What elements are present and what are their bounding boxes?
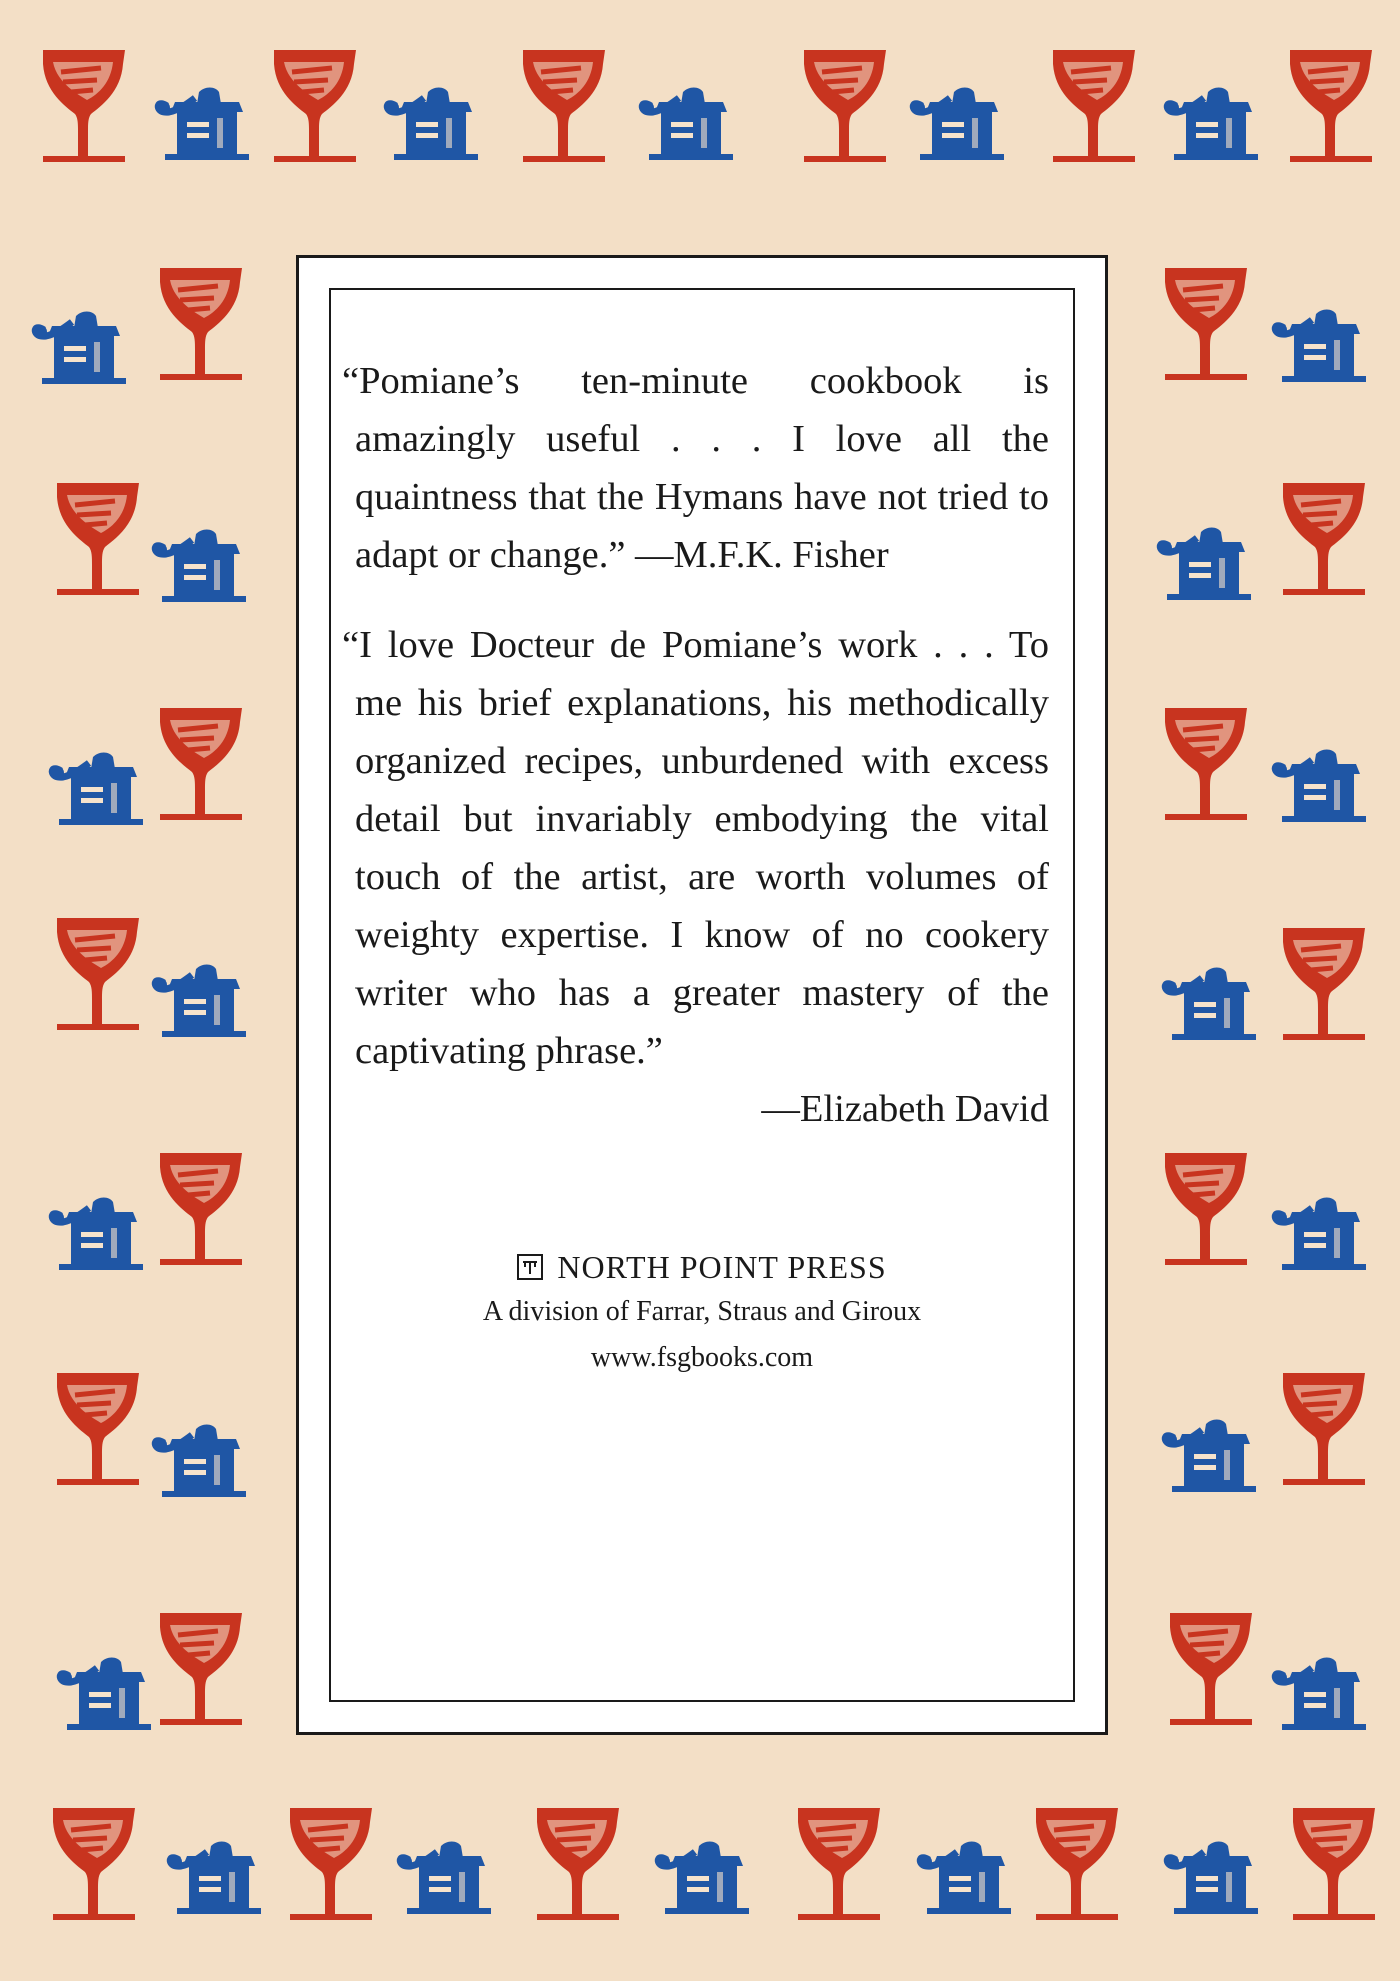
coffee-grinder-icon xyxy=(58,1658,151,1731)
quote-panel-inner-rule xyxy=(329,288,1075,1702)
wine-glass-icon xyxy=(43,50,125,162)
coffee-grinder-icon xyxy=(153,530,246,603)
quotes-block xyxy=(342,352,1049,1138)
coffee-grinder-icon xyxy=(50,1198,143,1271)
publisher-website: www.fsgbooks.com xyxy=(590,1342,814,1373)
wine-glass-icon xyxy=(1165,1153,1247,1265)
coffee-grinder-icon xyxy=(398,1842,491,1915)
coffee-grinder-icon xyxy=(1165,88,1258,161)
coffee-grinder-icon xyxy=(1273,750,1366,823)
wine-glass-icon xyxy=(1170,1613,1252,1725)
wine-glass-icon xyxy=(160,1613,242,1725)
quote-david xyxy=(342,616,1049,1138)
quote-fisher-text: “Pomiane’s ten-minute cookbook is amazingly useful . . . I love all the quaintness that the Hymans have not tried to adapt or change.” xyxy=(342,360,1049,576)
wine-glass-icon xyxy=(1283,928,1365,1040)
quote-david-text: “I love Docteur de Pomiane’s work . . . To me his brief explanations, his methodically organized recipes, unburdened with excess detail but invariably embodying the vital touch of the artist, are worth volumes of weighty expertise. I know of no cookery writer who has a greater mastery of the captivating phrase.” xyxy=(342,624,1049,1072)
wine-glass-icon xyxy=(1293,1808,1375,1920)
coffee-grinder-icon xyxy=(656,1842,749,1915)
coffee-grinder-icon xyxy=(1158,528,1251,601)
wine-glass-icon xyxy=(53,1808,135,1920)
north-point-press-logo-icon xyxy=(517,1254,543,1280)
wine-glass-icon xyxy=(274,50,356,162)
coffee-grinder-icon xyxy=(1273,1658,1366,1731)
wine-glass-icon xyxy=(523,50,605,162)
coffee-grinder-icon xyxy=(1163,968,1256,1041)
coffee-grinder-icon xyxy=(1273,1198,1366,1271)
coffee-grinder-icon xyxy=(911,88,1004,161)
coffee-grinder-icon xyxy=(156,88,249,161)
wine-glass-icon xyxy=(57,1373,139,1485)
wine-glass-icon xyxy=(1165,268,1247,380)
coffee-grinder-icon xyxy=(153,1425,246,1498)
publisher-name-line xyxy=(517,1245,886,1289)
wine-glass-icon xyxy=(57,918,139,1030)
wine-glass-icon xyxy=(160,1153,242,1265)
wine-glass-icon xyxy=(1036,1808,1118,1920)
wine-glass-icon xyxy=(1283,483,1365,595)
wine-glass-icon xyxy=(57,483,139,595)
wine-glass-icon xyxy=(804,50,886,162)
quote-panel xyxy=(296,255,1108,1735)
publisher-division: A division of Farrar, Straus and Giroux xyxy=(482,1296,922,1327)
wine-glass-icon xyxy=(160,268,242,380)
coffee-grinder-icon xyxy=(385,88,478,161)
coffee-grinder-icon xyxy=(1273,310,1366,383)
coffee-grinder-icon xyxy=(1163,1420,1256,1493)
wine-glass-icon xyxy=(537,1808,619,1920)
wine-glass-icon xyxy=(1283,1373,1365,1485)
coffee-grinder-icon xyxy=(918,1842,1011,1915)
wine-glass-icon xyxy=(1053,50,1135,162)
quote-fisher xyxy=(342,352,1049,584)
coffee-grinder-icon xyxy=(153,965,246,1038)
publisher-name: NORTH POINT PRESS xyxy=(557,1249,887,1285)
coffee-grinder-icon xyxy=(640,88,733,161)
publisher-block xyxy=(331,1245,1073,1381)
wine-glass-icon xyxy=(290,1808,372,1920)
wine-glass-icon xyxy=(160,708,242,820)
coffee-grinder-icon xyxy=(50,753,143,826)
wine-glass-icon xyxy=(798,1808,880,1920)
quote-fisher-attribution: —M.F.K. Fisher xyxy=(635,534,889,576)
coffee-grinder-icon xyxy=(33,312,126,385)
coffee-grinder-icon xyxy=(168,1842,261,1915)
quote-david-attribution: —Elizabeth David xyxy=(761,1088,1049,1130)
coffee-grinder-icon xyxy=(1165,1842,1258,1915)
wine-glass-icon xyxy=(1165,708,1247,820)
wine-glass-icon xyxy=(1290,50,1372,162)
